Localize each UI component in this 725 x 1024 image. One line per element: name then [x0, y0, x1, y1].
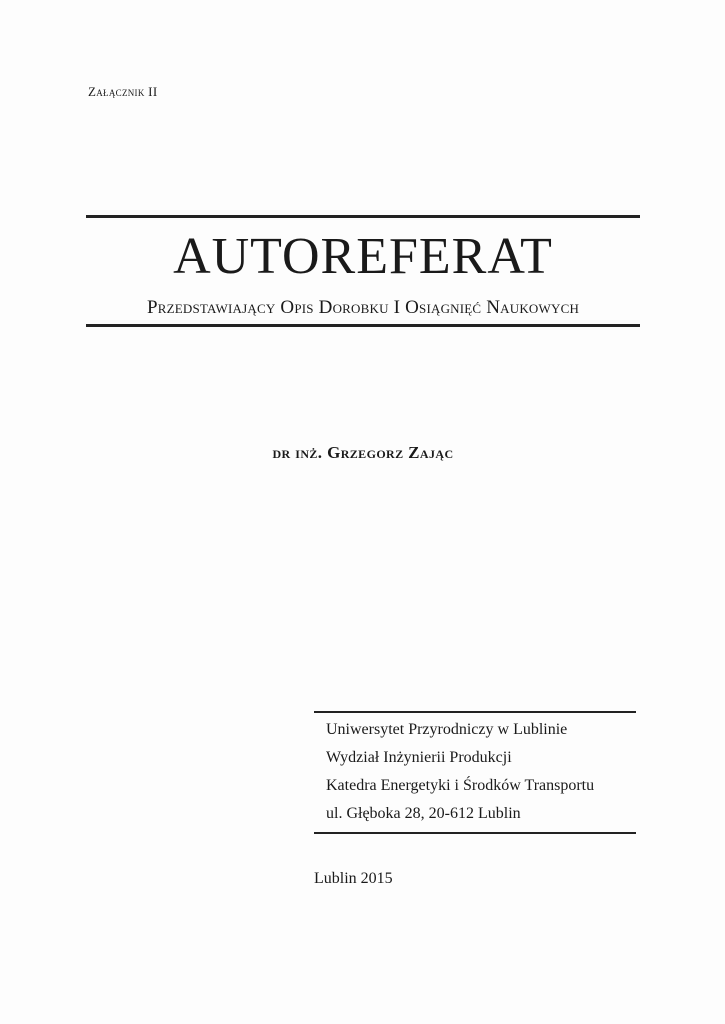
document-title: AUTOREFERAT: [173, 228, 553, 285]
annex-label: Załącznik II: [88, 84, 158, 99]
author-name: dr inż. Grzegorz Zając: [272, 443, 454, 462]
place-and-date: Lublin 2015: [314, 870, 393, 887]
affiliation-department: Katedra Energetyki i Środków Transportu: [326, 777, 595, 794]
affiliation-bottom-rule: [314, 832, 636, 834]
subtitle-bottom-rule: [86, 324, 640, 327]
affiliation-faculty: Wydział Inżynierii Produkcji: [326, 749, 512, 766]
title-top-rule: [86, 215, 640, 218]
affiliation-address: ul. Głęboka 28, 20-612 Lublin: [326, 805, 521, 822]
affiliation-top-rule: [314, 711, 636, 713]
affiliation-block: [326, 716, 626, 828]
affiliation-university: Uniwersytet Przyrodniczy w Lublinie: [326, 721, 568, 738]
document-subtitle: Przedstawiający Opis Dorobku I Osiągnięć Naukowych: [146, 297, 580, 318]
